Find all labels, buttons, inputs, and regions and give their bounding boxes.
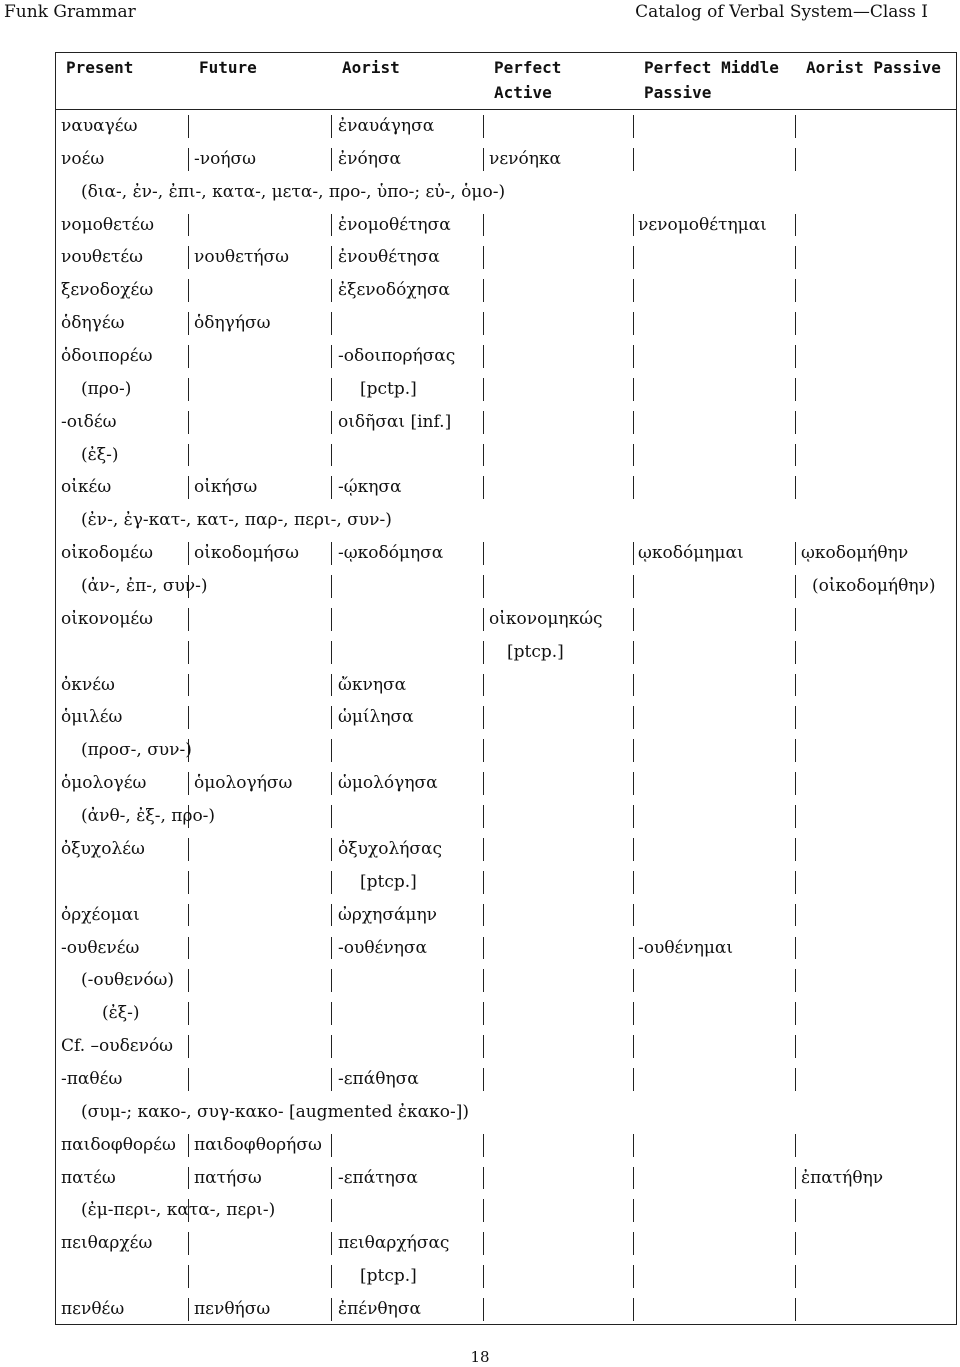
column-divider: [331, 1232, 332, 1255]
column-divider: [483, 608, 484, 631]
column-divider: [633, 279, 634, 302]
column-divider: [188, 871, 189, 894]
column-divider: [795, 608, 796, 631]
column-divider: [795, 542, 796, 565]
table-cell: ὀκνέω: [61, 674, 115, 695]
table-cell: (ἐξ-): [81, 444, 119, 465]
column-divider: [331, 1002, 332, 1025]
table-cell: Cf. –ουδενόω: [61, 1036, 174, 1057]
row-note: (συμ-; κακο-, συγ-κακο- [augmented ἐκακο-]): [81, 1101, 469, 1122]
column-divider: [331, 641, 332, 664]
table-cell: -ουθένησα: [338, 937, 427, 958]
column-divider: [331, 444, 332, 467]
table-cell: οἰκονομηκώς: [489, 608, 603, 629]
column-divider: [331, 674, 332, 697]
table-cell: νομοθετέω: [61, 214, 154, 235]
column-divider: [331, 542, 332, 565]
column-divider: [483, 937, 484, 960]
table-cell: (-ουθενόω): [81, 970, 175, 991]
table-cell: ὁδηγέω: [61, 313, 125, 334]
column-divider: [331, 739, 332, 762]
table-cell: ὀξυχολέω: [61, 838, 145, 859]
column-divider: [795, 1035, 796, 1058]
running-header-left: Funk Grammar: [4, 2, 136, 22]
table-cell: οἰκοδομέω: [61, 543, 153, 564]
column-divider: [188, 772, 189, 795]
column-divider: [188, 214, 189, 237]
table-cell: ἐναυάγησα: [338, 116, 435, 136]
column-divider: [633, 214, 634, 237]
table-cell: [ptcp.]: [360, 871, 417, 892]
column-divider: [483, 476, 484, 499]
table-cell: -οδοιπορήσας: [338, 346, 456, 367]
column-divider: [483, 772, 484, 795]
column-divider: [633, 1035, 634, 1058]
column-divider: [795, 214, 796, 237]
column-divider: [483, 969, 484, 992]
column-divider: [331, 1134, 332, 1157]
column-divider: [331, 148, 332, 171]
table-cell: νουθετέω: [61, 247, 144, 268]
column-divider: [795, 1167, 796, 1190]
column-divider: [483, 641, 484, 664]
table-cell: οἰκονομέω: [61, 608, 154, 629]
column-divider: [331, 1167, 332, 1190]
column-divider: [188, 641, 189, 664]
column-divider: [331, 115, 332, 138]
column-divider: [633, 969, 634, 992]
column-header: Aorist: [342, 58, 400, 77]
column-divider: [633, 115, 634, 138]
column-divider: [331, 246, 332, 269]
column-divider: [483, 575, 484, 598]
column-divider: [795, 805, 796, 828]
table-cell: ὠρχησάμην: [338, 904, 437, 925]
column-divider: [795, 1002, 796, 1025]
column-divider: [331, 706, 332, 729]
column-divider: [188, 838, 189, 861]
column-divider: [483, 378, 484, 401]
column-divider: [633, 542, 634, 565]
column-divider: [795, 838, 796, 861]
verb-catalog-table: [55, 52, 957, 1319]
column-divider: [633, 739, 634, 762]
column-header: Perfect Active: [494, 58, 562, 102]
column-divider: [188, 411, 189, 434]
column-divider: [331, 805, 332, 828]
column-divider: [633, 1134, 634, 1157]
table-cell: -οιδέω: [61, 411, 117, 432]
column-divider: [795, 279, 796, 302]
table-cell: ὀρχέομαι: [61, 904, 140, 925]
table-cell: (ἀν-, ἐπ-, συν-): [81, 576, 208, 597]
column-divider: [483, 1232, 484, 1255]
column-divider: [188, 246, 189, 269]
column-divider: [483, 871, 484, 894]
column-divider: [331, 1035, 332, 1058]
column-divider: [633, 345, 634, 368]
column-divider: [795, 345, 796, 368]
column-divider: [633, 1265, 634, 1288]
column-divider: [795, 1134, 796, 1157]
column-divider: [483, 345, 484, 368]
column-divider: [795, 739, 796, 762]
column-divider: [188, 1298, 189, 1321]
column-divider: [483, 904, 484, 927]
column-divider: [188, 312, 189, 335]
table-cell: ὁμολογήσω: [194, 773, 293, 794]
column-header: Aorist Passive: [806, 58, 941, 77]
table-cell: ὁμολογέω: [61, 773, 147, 794]
table-cell: πατέω: [61, 1167, 116, 1188]
table-cell: νενομοθέτημαι: [638, 214, 767, 235]
table-cell: ἐνόησα: [338, 148, 401, 169]
column-divider: [483, 674, 484, 697]
table-cell: παιδοφθορέω: [61, 1134, 176, 1155]
column-divider: [331, 772, 332, 795]
column-divider: [795, 312, 796, 335]
column-divider: [633, 904, 634, 927]
row-note: (ἐν-, ἐγ-κατ-, κατ-, παρ-, περι-, συν-): [81, 510, 392, 531]
table-cell: οἰκήσω: [194, 477, 258, 498]
running-header-right: Catalog of Verbal System—Class I: [635, 2, 928, 22]
column-divider: [633, 608, 634, 631]
column-divider: [795, 641, 796, 664]
column-divider: [483, 706, 484, 729]
column-header: Present: [66, 58, 134, 77]
column-divider: [633, 706, 634, 729]
column-divider: [188, 706, 189, 729]
column-divider: [633, 1002, 634, 1025]
column-divider: [795, 476, 796, 499]
table-cell: -ῴκησα: [338, 477, 402, 498]
column-divider: [633, 411, 634, 434]
column-divider: [331, 937, 332, 960]
table-cell: οιδῆσαι [inf.]: [338, 411, 452, 432]
column-divider: [331, 411, 332, 434]
column-divider: [795, 937, 796, 960]
column-divider: [795, 871, 796, 894]
column-divider: [331, 969, 332, 992]
column-divider: [188, 1134, 189, 1157]
column-divider: [188, 378, 189, 401]
column-divider: [188, 542, 189, 565]
column-divider: [483, 312, 484, 335]
column-divider: [331, 871, 332, 894]
column-divider: [633, 674, 634, 697]
column-divider: [633, 444, 634, 467]
table-cell: πενθέω: [61, 1298, 125, 1319]
table-cell: (ἐξ-): [102, 1003, 140, 1024]
table-cell: πειθαρχέω: [61, 1233, 153, 1254]
column-divider: [483, 1134, 484, 1157]
column-divider: [633, 838, 634, 861]
column-divider: [795, 674, 796, 697]
column-divider: [331, 476, 332, 499]
table-cell: [ptcp.]: [507, 641, 564, 662]
table-cell: [ptcp.]: [360, 1266, 417, 1287]
column-divider: [795, 1199, 796, 1222]
table-border-top: [55, 52, 957, 53]
column-divider: [188, 904, 189, 927]
table-cell: (προ-): [81, 378, 132, 399]
column-divider: [188, 1002, 189, 1025]
table-cell: ἐπένθησα: [338, 1298, 421, 1319]
table-border-left: [55, 52, 56, 1325]
table-cell: ὤκνησα: [338, 674, 407, 695]
table-cell: ῳκοδομήθην: [801, 543, 909, 564]
table-cell: ὁμιλέω: [61, 707, 123, 728]
column-divider: [633, 148, 634, 171]
column-divider: [331, 608, 332, 631]
column-divider: [633, 312, 634, 335]
column-divider: [483, 115, 484, 138]
column-divider: [188, 279, 189, 302]
column-divider: [188, 674, 189, 697]
column-divider: [483, 1002, 484, 1025]
column-divider: [633, 1167, 634, 1190]
column-divider: [483, 279, 484, 302]
column-divider: [633, 378, 634, 401]
column-divider: [188, 969, 189, 992]
column-divider: [483, 148, 484, 171]
table-cell: οἰκοδομήσω: [194, 543, 299, 564]
column-divider: [795, 1232, 796, 1255]
column-header: Perfect Middle Passive: [644, 58, 779, 102]
table-cell: ναυαγέω: [61, 116, 138, 136]
table-cell: πενθήσω: [194, 1298, 271, 1319]
table-cell: ἐνομοθέτησα: [338, 214, 451, 235]
table-cell: ὁδηγήσω: [194, 313, 271, 334]
column-divider: [795, 1265, 796, 1288]
column-header: Future: [199, 58, 257, 77]
table-cell: νενόηκα: [489, 148, 562, 169]
table-cell: -επάθησα: [338, 1068, 419, 1089]
table-cell: -παθέω: [61, 1068, 123, 1089]
column-divider: [483, 214, 484, 237]
column-divider: [483, 411, 484, 434]
column-divider: [795, 115, 796, 138]
table-cell: ῳκοδόμημαι: [638, 543, 744, 564]
column-divider: [633, 805, 634, 828]
column-divider: [633, 476, 634, 499]
table-border-bottom: [55, 1324, 957, 1325]
table-cell: οἰκέω: [61, 477, 112, 498]
column-divider: [483, 805, 484, 828]
table-cell: ξενοδοχέω: [61, 280, 154, 301]
column-divider: [483, 542, 484, 565]
table-border-right: [956, 52, 957, 1325]
table-cell: -ουθένημαι: [638, 937, 734, 958]
column-divider: [331, 345, 332, 368]
column-divider: [483, 1167, 484, 1190]
row-note: (δια-, ἐν-, ἐπι-, κατα-, μετα-, προ-, ὑπο-; εὐ-, ὁμο-): [81, 181, 506, 202]
column-divider: [633, 937, 634, 960]
column-divider: [633, 772, 634, 795]
column-divider: [483, 246, 484, 269]
column-divider: [795, 575, 796, 598]
column-divider: [633, 1199, 634, 1222]
column-divider: [188, 345, 189, 368]
column-divider: [483, 1068, 484, 1091]
column-divider: [795, 706, 796, 729]
table-cell: (οἰκοδομήθην): [812, 576, 936, 597]
column-divider: [331, 575, 332, 598]
table-cell: ὡμολόγησα: [338, 773, 438, 794]
table-cell: ὡμίλησα: [338, 707, 414, 728]
table-cell: -επάτησα: [338, 1167, 418, 1188]
column-divider: [795, 969, 796, 992]
table-cell: (προσ-, συν-): [81, 740, 192, 761]
column-divider: [331, 312, 332, 335]
column-divider: [188, 444, 189, 467]
table-cell: (ἐμ-περι-, κατα-, περι-): [81, 1200, 276, 1221]
column-divider: [188, 115, 189, 138]
column-divider: [795, 1298, 796, 1321]
column-divider: [633, 575, 634, 598]
column-divider: [331, 1298, 332, 1321]
table-cell: ὁδοιπορέω: [61, 346, 153, 367]
column-divider: [188, 148, 189, 171]
table-cell: -ῳκοδόμησα: [338, 543, 444, 564]
column-divider: [331, 279, 332, 302]
column-divider: [188, 1232, 189, 1255]
column-divider: [633, 1298, 634, 1321]
column-divider: [633, 641, 634, 664]
column-divider: [795, 246, 796, 269]
column-divider: [483, 838, 484, 861]
column-divider: [188, 608, 189, 631]
table-cell: ἐνουθέτησα: [338, 247, 440, 268]
table-cell: νουθετήσω: [194, 247, 290, 268]
table-cell: πειθαρχήσας: [338, 1233, 450, 1254]
column-divider: [483, 1199, 484, 1222]
column-divider: [331, 838, 332, 861]
header-rule: [55, 109, 957, 110]
column-divider: [331, 1068, 332, 1091]
table-cell: -νοήσω: [194, 148, 256, 169]
column-divider: [795, 148, 796, 171]
column-divider: [483, 739, 484, 762]
column-divider: [188, 937, 189, 960]
column-divider: [188, 476, 189, 499]
column-divider: [633, 1232, 634, 1255]
table-cell: -ουθενέω: [61, 937, 140, 958]
column-divider: [188, 1265, 189, 1288]
column-divider: [483, 1298, 484, 1321]
table-cell: ἐπατήθην: [801, 1167, 884, 1188]
column-divider: [633, 246, 634, 269]
column-divider: [795, 1068, 796, 1091]
column-divider: [331, 378, 332, 401]
column-divider: [188, 1068, 189, 1091]
column-divider: [331, 904, 332, 927]
column-divider: [633, 1068, 634, 1091]
column-divider: [331, 1199, 332, 1222]
column-divider: [331, 1265, 332, 1288]
column-divider: [795, 904, 796, 927]
table-cell: [pctp.]: [360, 378, 417, 399]
table-cell: παιδοφθορήσω: [194, 1134, 322, 1155]
column-divider: [483, 1035, 484, 1058]
column-divider: [795, 772, 796, 795]
column-divider: [331, 214, 332, 237]
table-cell: ἐξενοδόχησα: [338, 280, 450, 301]
column-divider: [188, 1167, 189, 1190]
table-cell: (ἀνθ-, ἐξ-, προ-): [81, 806, 216, 827]
column-divider: [795, 378, 796, 401]
table-cell: νοέω: [61, 148, 105, 169]
table-cell: πατήσω: [194, 1167, 262, 1188]
column-divider: [483, 444, 484, 467]
column-divider: [795, 411, 796, 434]
column-divider: [483, 1265, 484, 1288]
page-number: 18: [470, 1348, 490, 1366]
column-divider: [188, 1035, 189, 1058]
column-divider: [633, 871, 634, 894]
table-cell: ὀξυχολήσας: [338, 838, 443, 859]
column-divider: [795, 444, 796, 467]
